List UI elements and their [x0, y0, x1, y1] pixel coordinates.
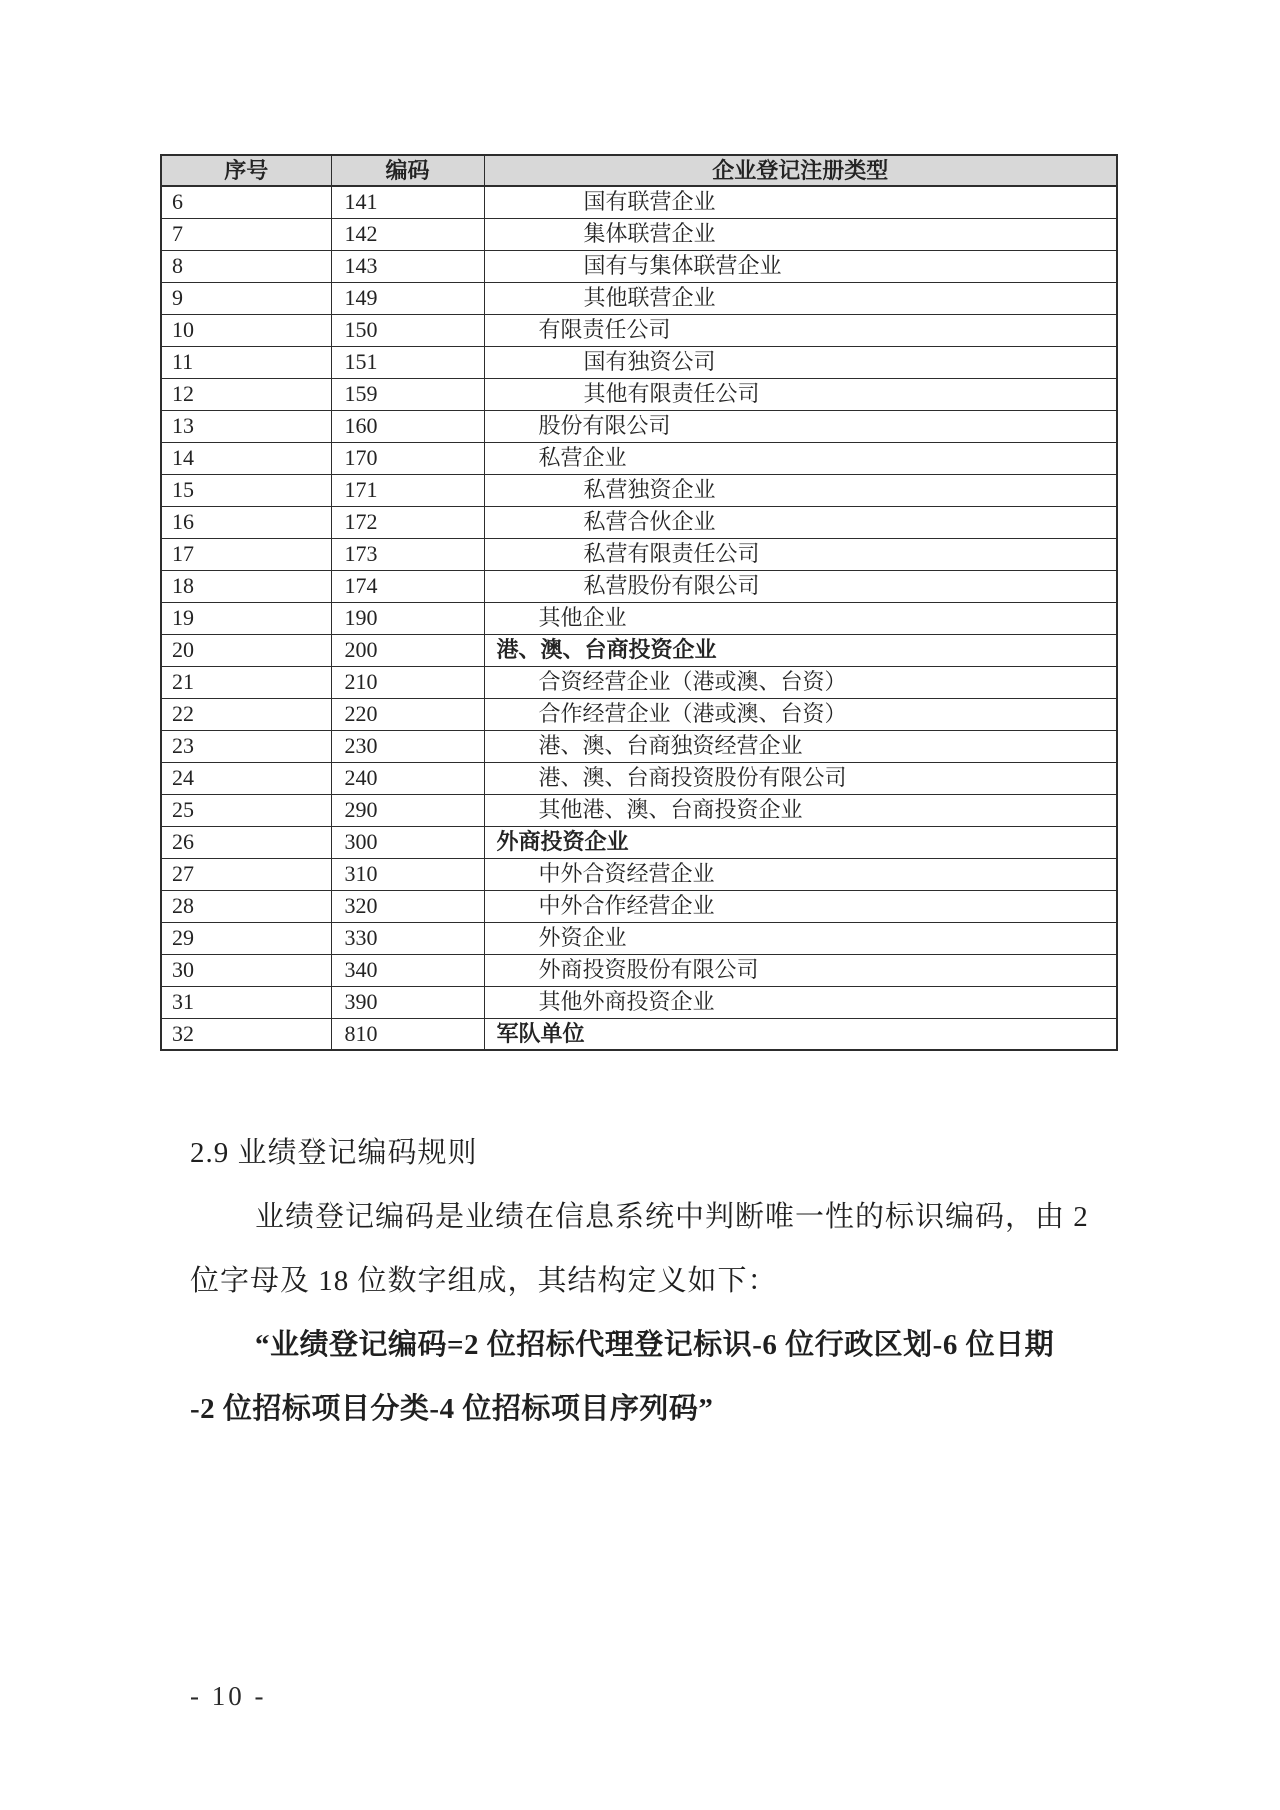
row-code-cell: 330	[331, 922, 484, 954]
row-no-cell: 19	[161, 602, 331, 634]
row-type-cell: 其他企业	[484, 602, 1117, 634]
row-type-cell: 外资企业	[484, 922, 1117, 954]
table-row	[161, 794, 1117, 826]
row-no-cell: 12	[161, 378, 331, 410]
table-row	[161, 634, 1117, 666]
table-row	[161, 730, 1117, 762]
row-code-cell: 174	[331, 570, 484, 602]
table-row	[161, 250, 1117, 282]
table-body	[161, 186, 1117, 1050]
row-no-cell: 10	[161, 314, 331, 346]
row-type-cell: 其他有限责任公司	[484, 378, 1117, 410]
row-no-cell: 14	[161, 442, 331, 474]
row-type-cell: 私营独资企业	[484, 474, 1117, 506]
table-row	[161, 698, 1117, 730]
table-row	[161, 762, 1117, 794]
section-text-block	[190, 1121, 1120, 1441]
header-cell-code: 编码	[331, 155, 484, 186]
row-code-cell: 310	[331, 858, 484, 890]
row-type-cell: 私营企业	[484, 442, 1117, 474]
row-type-cell: 国有联营企业	[484, 186, 1117, 218]
row-type-cell: 中外合作经营企业	[484, 890, 1117, 922]
row-code-cell: 159	[331, 378, 484, 410]
table-row	[161, 1018, 1117, 1050]
row-type-cell: 股份有限公司	[484, 410, 1117, 442]
row-no-cell: 21	[161, 666, 331, 698]
table-row	[161, 826, 1117, 858]
table-row	[161, 282, 1117, 314]
table-header-row	[161, 155, 1117, 186]
row-no-cell: 31	[161, 986, 331, 1018]
row-no-cell: 17	[161, 538, 331, 570]
paragraph-line: -2 位招标项目分类-4 位招标项目序列码”	[190, 1393, 714, 1425]
row-code-cell: 230	[331, 730, 484, 762]
paragraph-line: “业绩登记编码=2 位招标代理登记标识-6 位行政区划-6 位日期	[255, 1329, 1055, 1361]
row-no-cell: 15	[161, 474, 331, 506]
row-no-cell: 8	[161, 250, 331, 282]
row-no-cell: 18	[161, 570, 331, 602]
row-no-cell: 23	[161, 730, 331, 762]
row-type-cell: 私营股份有限公司	[484, 570, 1117, 602]
row-type-cell: 中外合资经营企业	[484, 858, 1117, 890]
row-type-cell: 国有与集体联营企业	[484, 250, 1117, 282]
table-row	[161, 314, 1117, 346]
row-code-cell: 149	[331, 282, 484, 314]
row-type-cell: 合作经营企业（港或澳、台资）	[484, 698, 1117, 730]
row-code-cell: 190	[331, 602, 484, 634]
row-type-cell: 私营有限责任公司	[484, 538, 1117, 570]
row-no-cell: 26	[161, 826, 331, 858]
row-no-cell: 20	[161, 634, 331, 666]
row-code-cell: 320	[331, 890, 484, 922]
row-code-cell: 171	[331, 474, 484, 506]
row-code-cell: 200	[331, 634, 484, 666]
row-type-cell: 其他港、澳、台商投资企业	[484, 794, 1117, 826]
header-cell-type: 企业登记注册类型	[484, 155, 1117, 186]
row-code-cell: 150	[331, 314, 484, 346]
row-type-cell: 集体联营企业	[484, 218, 1117, 250]
table-row	[161, 890, 1117, 922]
table-row	[161, 954, 1117, 986]
row-type-cell: 军队单位	[484, 1018, 1117, 1050]
row-type-cell: 外商投资股份有限公司	[484, 954, 1117, 986]
row-no-cell: 27	[161, 858, 331, 890]
row-type-cell: 有限责任公司	[484, 314, 1117, 346]
table-row	[161, 442, 1117, 474]
enterprise-type-table	[160, 154, 1118, 1051]
row-code-cell: 300	[331, 826, 484, 858]
row-no-cell: 29	[161, 922, 331, 954]
table-row	[161, 378, 1117, 410]
row-type-cell: 私营合伙企业	[484, 506, 1117, 538]
row-code-cell: 173	[331, 538, 484, 570]
row-type-cell: 其他外商投资企业	[484, 986, 1117, 1018]
row-type-cell: 港、澳、台商投资企业	[484, 634, 1117, 666]
row-no-cell: 32	[161, 1018, 331, 1050]
paragraph-line: 业绩登记编码是业绩在信息系统中判断唯一性的标识编码，由 2	[255, 1201, 1089, 1233]
row-code-cell: 210	[331, 666, 484, 698]
row-code-cell: 340	[331, 954, 484, 986]
section-heading: 2.9 业绩登记编码规则	[190, 1137, 478, 1169]
table-row	[161, 218, 1117, 250]
table-row	[161, 570, 1117, 602]
table-row	[161, 410, 1117, 442]
row-no-cell: 22	[161, 698, 331, 730]
row-no-cell: 6	[161, 186, 331, 218]
row-code-cell: 142	[331, 218, 484, 250]
row-type-cell: 其他联营企业	[484, 282, 1117, 314]
row-code-cell: 810	[331, 1018, 484, 1050]
row-type-cell: 港、澳、台商投资股份有限公司	[484, 762, 1117, 794]
row-no-cell: 16	[161, 506, 331, 538]
row-code-cell: 220	[331, 698, 484, 730]
row-no-cell: 11	[161, 346, 331, 378]
table-row	[161, 858, 1117, 890]
table-row	[161, 538, 1117, 570]
row-code-cell: 143	[331, 250, 484, 282]
paragraph-line: 位字母及 18 位数字组成，其结构定义如下：	[190, 1265, 778, 1297]
row-no-cell: 7	[161, 218, 331, 250]
header-cell-no: 序号	[161, 155, 331, 186]
table-row	[161, 506, 1117, 538]
row-no-cell: 28	[161, 890, 331, 922]
table-row	[161, 602, 1117, 634]
row-no-cell: 9	[161, 282, 331, 314]
row-code-cell: 160	[331, 410, 484, 442]
row-code-cell: 170	[331, 442, 484, 474]
table-row	[161, 474, 1117, 506]
row-type-cell: 外商投资企业	[484, 826, 1117, 858]
row-code-cell: 290	[331, 794, 484, 826]
table-row	[161, 186, 1117, 218]
row-code-cell: 172	[331, 506, 484, 538]
row-code-cell: 390	[331, 986, 484, 1018]
row-no-cell: 30	[161, 954, 331, 986]
table-row	[161, 986, 1117, 1018]
row-type-cell: 国有独资公司	[484, 346, 1117, 378]
row-no-cell: 24	[161, 762, 331, 794]
table-row	[161, 346, 1117, 378]
row-code-cell: 240	[331, 762, 484, 794]
page-number: - 10 -	[190, 1681, 267, 1711]
table-row	[161, 666, 1117, 698]
row-no-cell: 13	[161, 410, 331, 442]
row-code-cell: 141	[331, 186, 484, 218]
row-no-cell: 25	[161, 794, 331, 826]
row-type-cell: 合资经营企业（港或澳、台资）	[484, 666, 1117, 698]
table-row	[161, 922, 1117, 954]
row-type-cell: 港、澳、台商独资经营企业	[484, 730, 1117, 762]
row-code-cell: 151	[331, 346, 484, 378]
